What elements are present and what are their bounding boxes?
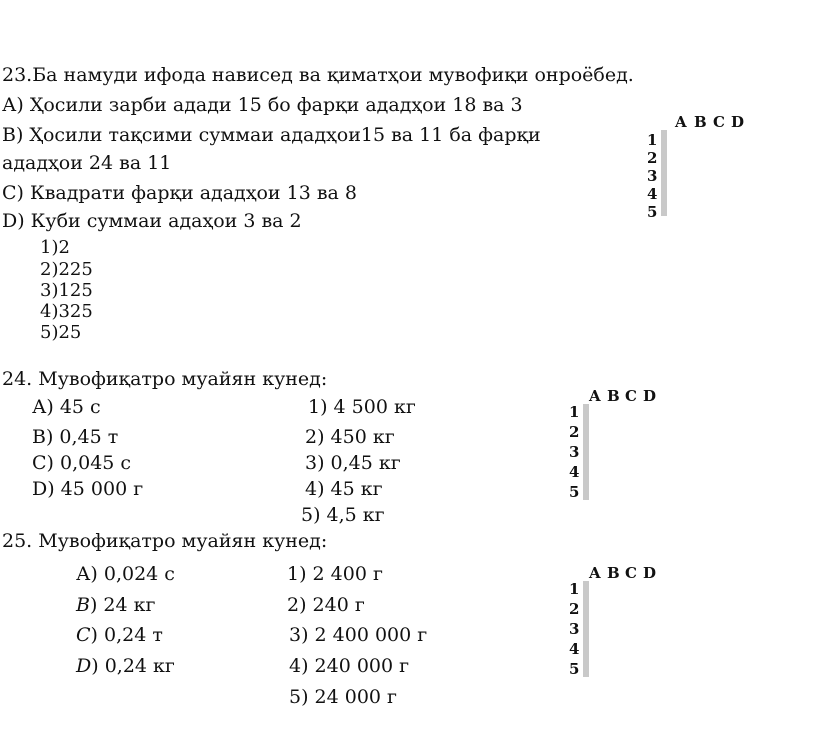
- q25-right-4: 4) 240 000 г: [289, 655, 410, 677]
- grid-col-b: B: [607, 387, 620, 405]
- q25-right-5: 5) 24 000 г: [289, 686, 398, 708]
- grid-col-d: D: [643, 387, 657, 405]
- q24-right-2: 2) 450 кг: [305, 426, 395, 448]
- q25-left-a: [76, 563, 175, 585]
- grid-col-b: B: [694, 113, 707, 131]
- grid-col-d: D: [731, 113, 745, 131]
- grid-col-a: A: [589, 564, 601, 582]
- grid-row-1: 1: [569, 403, 580, 421]
- q23-answer-1: 1)2: [40, 237, 70, 258]
- q25-left-b: [76, 594, 155, 616]
- q25-right-2: 2) 240 г: [287, 594, 365, 616]
- q23-item-c: С) Квадрати фарқи ададҳои 13 ва 8: [2, 182, 357, 204]
- q23-answer-2: 2)225: [40, 259, 93, 280]
- q23-title: 23.Ба намуди ифода нависед ва қиматҳои мувофиқи онроёбед.: [2, 64, 634, 86]
- grid-row-5: 5: [569, 483, 580, 501]
- q24-left-d: D) 45 000 г: [32, 478, 144, 500]
- grid-row-5: 5: [647, 203, 658, 221]
- grid-row-3: 3: [569, 443, 580, 461]
- q23-item-d: D) Куби суммаи адаҳои 3 ва 2: [2, 210, 302, 232]
- grid-row-2: 2: [647, 149, 658, 167]
- q24-right-3: 3) 0,45 кг: [305, 452, 401, 474]
- grid-row-2: 2: [569, 423, 580, 441]
- grid-col-c: C: [713, 113, 725, 131]
- grid-row-2: 2: [569, 600, 580, 618]
- q24-left-a: А) 45 с: [32, 396, 101, 418]
- q24-right-5: 5) 4,5 кг: [301, 504, 385, 526]
- grid-col-c: C: [625, 564, 637, 582]
- q23-answer-3: 3)125: [40, 280, 93, 301]
- q25-right-3: 3) 2 400 000 г: [289, 624, 428, 646]
- grid-col-a: A: [589, 387, 601, 405]
- grid-row-4: 4: [647, 185, 658, 203]
- q25-title: 25. Мувофиқатро муайян кунед:: [2, 530, 328, 552]
- grid-col-c: C: [625, 387, 637, 405]
- q23-answer-5: 5)25: [40, 322, 82, 343]
- grid-col-a: A: [675, 113, 687, 131]
- grid-col-d: D: [643, 564, 657, 582]
- q23-item-a: А) Ҳосили зарби адади 15 бо фарқи ададҳои 18 ва 3: [2, 94, 523, 116]
- q25-left-d-letter: 𝐷): [76, 655, 99, 677]
- q25-left-a-value: 0,024 с: [103, 563, 175, 585]
- q25-left-d: [76, 655, 175, 677]
- q23-answer-4: 4)325: [40, 301, 93, 322]
- grid-row-1: 1: [647, 131, 658, 149]
- q23-item-b: В) Ҳосили тақсими суммаи ададҳои15 ва 11 ба фарқи: [2, 124, 541, 146]
- grid-row-4: 4: [569, 640, 580, 658]
- q23-item-b-cont: ададҳои 24 ва 11: [2, 152, 172, 174]
- grid-row-5: 5: [569, 660, 580, 678]
- q24-left-b: В) 0,45 т: [32, 426, 119, 448]
- grid-cells: [661, 130, 667, 216]
- grid-row-1: 1: [569, 580, 580, 598]
- q24-right-4: 4) 45 кг: [305, 478, 383, 500]
- grid-row-3: 3: [569, 620, 580, 638]
- q24-right-1: 1) 4 500 кг: [308, 396, 416, 418]
- q25-left-b-letter: 𝐵): [76, 594, 98, 616]
- q25-right-1: 1) 2 400 г: [287, 563, 383, 585]
- grid-row-3: 3: [647, 167, 658, 185]
- q25-left-c-value: 0,24 т: [104, 624, 163, 646]
- grid-col-b: B: [607, 564, 620, 582]
- grid-row-4: 4: [569, 463, 580, 481]
- q25-left-d-value: 0,24 кг: [104, 655, 175, 677]
- q25-left-a-letter: А): [76, 563, 98, 585]
- grid-cells: [583, 581, 589, 677]
- grid-cells: [583, 404, 589, 500]
- q25-left-b-value: 24 кг: [103, 594, 156, 616]
- q24-title: 24. Мувофиқатро муайян кунед:: [2, 368, 328, 390]
- q24-left-c: С) 0,045 с: [32, 452, 132, 474]
- q25-left-c-letter: 𝐶): [76, 624, 98, 646]
- q25-left-c: [76, 624, 163, 646]
